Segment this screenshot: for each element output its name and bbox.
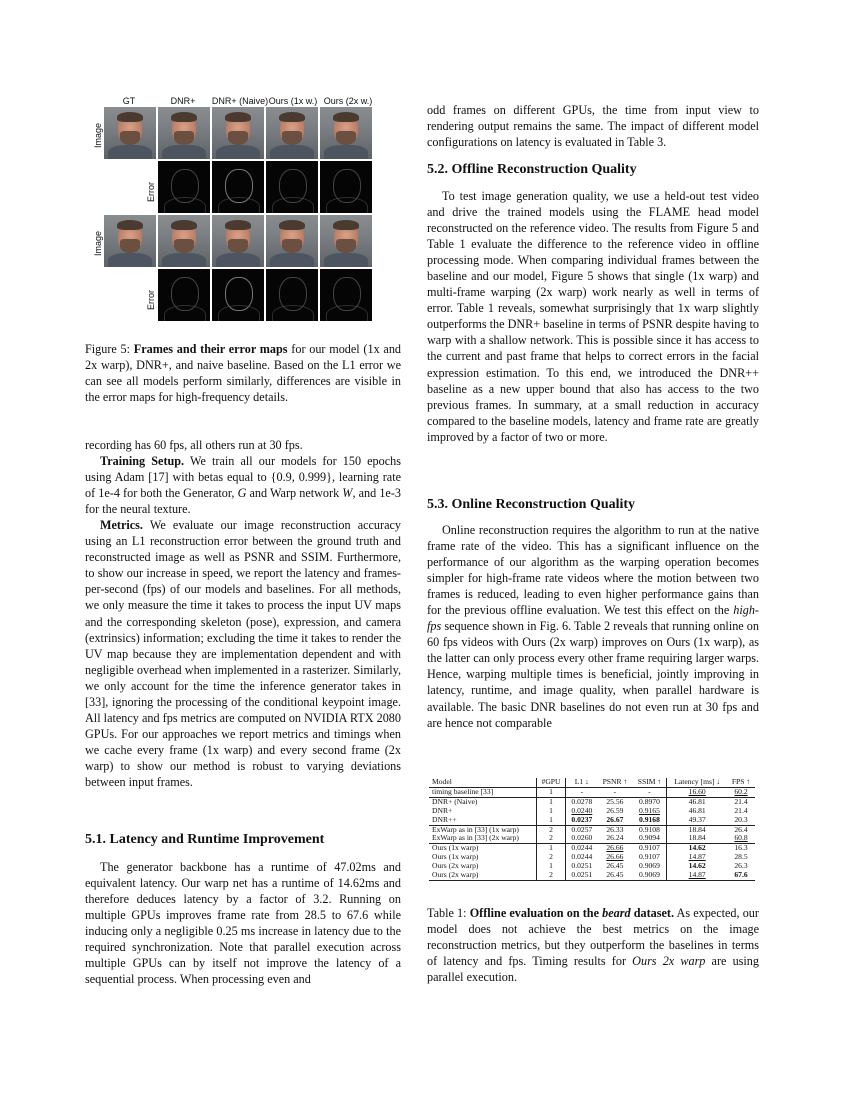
training-text-a: We train all our models for 150 epochs using Adam [17] with betas equal to {0.9, 0.999}, learning rate of 1e-4 for both the Generator, (85, 454, 401, 501)
table-header-row (429, 778, 755, 787)
table-cell: 0.9107 (633, 844, 667, 853)
table-cell: 0.0260 (566, 834, 597, 843)
fig-image-ours-2x-2 (320, 215, 372, 267)
table-1-caption-bold-b: dataset. (630, 906, 675, 920)
table-cell: 49.37 (667, 816, 727, 825)
table-cell: Ours (1x warp) (432, 852, 479, 862)
figure-5-caption-bold: Frames and their error maps (133, 342, 288, 356)
table-cell: 21.4 (734, 805, 748, 815)
fig-image-dnr-naive-1 (212, 107, 264, 159)
table-1-caption-bold-a: Offline evaluation on the (469, 906, 603, 920)
table-cell: 18.84 (667, 834, 727, 843)
table-cell: 0.0237 (566, 816, 597, 825)
p53-text-a: Online reconstruction requires the algorithm to run at the native frame rate of the video. This has a significant influence on the performance of our algorithm as the warping operation becomes simpler for high-frame rate videos where the motion between two frames is reduced, leading to even higher performance gains than for the previous offline evaluation. We test this effect on the (427, 523, 759, 618)
fig-row-label-image-1: Image (93, 122, 103, 148)
table-cell: - (613, 786, 617, 796)
table-cell: 26.4 (727, 825, 755, 834)
paragraph-recording: recording has 60 fps, all others run at 30 fps. (85, 438, 303, 452)
table-cell: Ours (1x warp) (429, 844, 536, 853)
table-cell: 60.8 (734, 833, 748, 843)
training-text-c: , and 1e-3 for the neural texture. (85, 486, 401, 517)
table-cell: 1 (536, 797, 566, 806)
figure-5-caption-text: for our model (1x and 2x warp), DNR+, and naive baseline. Based on the L1 error we can see all models perform similarly, differences are visible in the error maps for high-frequency details. (85, 342, 402, 405)
fig-error-dnr-plus-1 (158, 161, 210, 213)
fig-col-label-dnr-plus: DNR+ (170, 96, 196, 106)
left-body (85, 437, 401, 790)
table-cell: 16.3 (727, 844, 755, 853)
table-cell: 0.0240 (566, 807, 597, 816)
table-cell: 26.3 (734, 861, 748, 871)
paragraph-5-2: To test image generation quality, we use a held-out test video and drive the trained models using the FLAME head model reconstructed on the reference video. The results from Figure 5 and Table 1 evaluate the difference to the reference video in offline processing mode. When comparing individual frames between the baseline and our model, Figure 5 shows that single (1x warp) and multi-frame warping (2x warp) work nearly as well in terms of error. Table 1 reveals, somewhat surprisingly that 1x warp slightly outperforms the DNR+ baseline in terms of PSNR despite having to warp with a shallow network. This is possible since it has access to the current and past frame that helps to correct errors in the facial expression estimation. To this end, we introduced the DNR++ baseline as a new upper bound that also has access to the two previous frames. In summary, at a small reduction in accuracy compared to the baseline models, latency and frame rate are greatly improved by a factor of two or more. (427, 189, 759, 444)
th-psnr: PSNR ↑ (597, 778, 632, 787)
p53-text-b: sequence shown in Fig. 6. Table 2 reveals that running online on 60 fps videos with Ours (2x warp) improves on Ours (1x warp), as the latter can only process every other frame requiring larger warps. Hence, warping multiple times is beneficial, jointly improving in latency, runtime, and image quality, when parallel hardware is available. The basic DNR baselines do not even run at 30 fps and are hence not comparable (427, 619, 759, 730)
th-ssim: SSIM ↑ (633, 778, 667, 787)
table-1-caption-rest-italic: Ours 2x warp (632, 954, 706, 969)
th-gpu: #GPU (536, 778, 566, 787)
heading-5-1: 5.1. Latency and Runtime Improvement (85, 832, 325, 847)
table-1 (429, 778, 755, 881)
fig-row-label-error-1: Error (146, 182, 156, 202)
paragraph-training-setup (85, 453, 401, 517)
table-cell: 1 (536, 807, 566, 816)
p53-italic-high-fps: high-fps (427, 603, 759, 634)
table-cell: 67.6 (727, 871, 755, 880)
fig-row-label-error-2: Error (146, 290, 156, 310)
table-cell: 1 (536, 844, 566, 853)
table-cell: 0.9168 (639, 814, 660, 824)
table-cell: 14.87 (667, 871, 727, 880)
paragraph-top-right: odd frames on different GPUs, the time from input view to rendering output remains the same. The impact of different model configurations on latency is evaluated in Table 3. (427, 103, 759, 150)
fig-error-ours-1x-2 (266, 269, 318, 321)
fig-image-dnr-naive-2 (212, 215, 264, 267)
table-cell: timing baseline [33] (432, 786, 494, 796)
training-setup-heading: Training Setup. (100, 454, 185, 469)
fig-image-gt-2 (104, 215, 156, 267)
fig-col-label-dnr-naive: DNR+ (Naive) (211, 96, 269, 106)
table-cell: 2 (536, 853, 566, 862)
table-cell: 26.33 (597, 825, 632, 834)
table-cell: 14.62 (667, 862, 727, 871)
table-cell: 2 (536, 825, 566, 834)
table-cell: 2 (536, 871, 566, 880)
table-cell: 0.9108 (633, 825, 667, 834)
fig-error-dnr-plus-2 (158, 269, 210, 321)
table-cell: 1 (536, 787, 566, 797)
table-cell: 18.84 (667, 825, 727, 834)
table-cell: 26.59 (606, 805, 624, 815)
table-cell: 16.60 (667, 787, 727, 797)
figure-5 (90, 96, 400, 316)
table-cell: 1 (536, 816, 566, 825)
table-cell: Ours (2x warp) (429, 871, 536, 880)
table-cell: Ours (2x warp) (432, 861, 479, 871)
table-cell: DNR+ (Naive) (429, 797, 536, 806)
table-cell: 0.0251 (566, 862, 597, 871)
th-fps: FPS ↑ (727, 778, 755, 787)
paragraph-5-3 (427, 522, 759, 731)
figure-5-caption-label: Figure 5: (85, 342, 131, 356)
table-cell: 0.9165 (639, 805, 660, 815)
symbol-w: W (342, 486, 353, 501)
table-cell: - (566, 787, 597, 797)
table-1-caption-bold (470, 906, 674, 920)
table-row (429, 807, 755, 816)
table-1-caption (427, 905, 759, 985)
table-row (429, 787, 755, 797)
fig-error-dnr-naive-1 (212, 161, 264, 213)
table-1-caption-bold-italic: beard (602, 906, 631, 920)
paragraph-5-1: The generator backbone has a runtime of 47.02ms and equivalent latency. Our warp net has a runtime of 14.62ms and therefore deduces latency by a factor of 3.2. Running on multiple GPUs improves frame rate from 28.5 to 67.6 while inducing only a negligible 0.25 ms increase in latency due to the required synchronization. Note that parallel execution across multiple GPUs can by itself not improve the latency of a sequential process. When processing even and (85, 860, 401, 987)
table-cell: 1 (536, 862, 566, 871)
table-cell: 26.66 (597, 844, 632, 853)
table-cell: 2 (536, 834, 566, 843)
fig-error-ours-1x-1 (266, 161, 318, 213)
table-cell: 0.0251 (566, 871, 597, 880)
table-cell: DNR++ (432, 814, 457, 824)
table-1-caption-rest-b: are using parallel execution. (427, 954, 759, 985)
table-cell: 0.0278 (566, 797, 597, 806)
table-cell: 0.8970 (633, 797, 667, 806)
table-cell: DNR+ (432, 805, 453, 815)
fig-col-label-ours-2x: Ours (2x w.) (323, 96, 373, 106)
fig-image-ours-1x-2 (266, 215, 318, 267)
table-cell: 46.81 (667, 807, 727, 816)
table-cell: 46.81 (667, 797, 727, 806)
table-row (429, 797, 755, 806)
table-cell: 60.2 (734, 786, 748, 796)
heading-5-3: 5.3. Online Reconstruction Quality (427, 497, 636, 512)
fig-image-dnr-plus-2 (158, 215, 210, 267)
paragraph-metrics (85, 517, 401, 790)
table-cell: 28.5 (734, 852, 748, 862)
table-cell: 26.24 (606, 833, 624, 843)
fig-error-dnr-naive-2 (212, 269, 264, 321)
table-cell: 0.9069 (639, 861, 660, 871)
symbol-g: G (237, 486, 247, 501)
table-cell: 0.0244 (566, 853, 597, 862)
fig-image-ours-2x-1 (320, 107, 372, 159)
table-cell: ExWarp as in [33] (2x warp) (432, 833, 519, 843)
metrics-text: We evaluate our image reconstruction accuracy using an L1 reconstruction error between the ground truth and reconstructed image as well as PSNR and SSIM. Furthermore, to show our increase in speed, we report the latency and frames-per-second (fps) of our models and baselines. For all methods, we only measure the time it takes to process the input UV maps and the corresponding skeleton (pose), expression, and camera (extrinsics) information; excluding the time it takes to render the UV map because they are implementation dependent and with negligible overhead when implemented in a rasterizer. Similarly, we only account for the time the inference generator takes in [33], ignoring the processing of the conditional keypoint image. All latency and fps metrics are computed on NVIDIA RTX 2080 GPUs. For our approaches we report metrics and timings when we cache every frame (1x warp) and every second frame (2x warp) to show our method is robust to varying deviations between input frames. (85, 518, 401, 789)
th-latency: Latency [ms] ↓ (667, 778, 727, 787)
table-cell: - (648, 786, 651, 796)
table-cell: 21.4 (727, 797, 755, 806)
fig-error-ours-2x-2 (320, 269, 372, 321)
figure-5-caption (85, 341, 401, 405)
table-cell: 26.45 (597, 871, 632, 880)
table-cell: 0.9094 (639, 833, 660, 843)
table-cell: 0.0244 (566, 844, 597, 853)
table-cell: 14.62 (667, 844, 727, 853)
fig-row-label-image-2: Image (93, 230, 103, 256)
th-l1: L1 ↓ (566, 778, 597, 787)
th-model: Model (429, 778, 536, 787)
fig-image-dnr-plus-1 (158, 107, 210, 159)
table-cell: ExWarp as in [33] (1x warp) (429, 825, 536, 834)
table-cell: 0.9069 (633, 871, 667, 880)
fig-image-ours-1x-1 (266, 107, 318, 159)
table-cell: 26.45 (606, 861, 624, 871)
metrics-heading: Metrics. (100, 518, 143, 533)
fig-error-ours-2x-1 (320, 161, 372, 213)
table-cell: 14.87 (667, 853, 727, 862)
training-text-b: and Warp network (246, 486, 343, 501)
table-1-caption-label: Table 1: (427, 906, 467, 920)
table-cell: 0.0257 (566, 825, 597, 834)
table-row (429, 816, 755, 825)
fig-col-label-gt: GT (122, 96, 136, 106)
table-cell: 25.56 (597, 797, 632, 806)
heading-5-2: 5.2. Offline Reconstruction Quality (427, 162, 637, 177)
fig-image-gt-1 (104, 107, 156, 159)
table-cell: 0.9107 (639, 852, 660, 862)
fig-col-label-ours-1x: Ours (1x w.) (268, 96, 318, 106)
table-row (429, 871, 755, 880)
table-cell: 20.3 (734, 814, 748, 824)
table-cell: 26.66 (606, 852, 624, 862)
table-1-caption-rest-a: As expected, our model does not achieve the best metrics on the image reconstruction metrics, but they outperform the baselines in terms of latency and fps. Timing results for (427, 906, 759, 969)
table-cell: 26.67 (606, 814, 624, 824)
